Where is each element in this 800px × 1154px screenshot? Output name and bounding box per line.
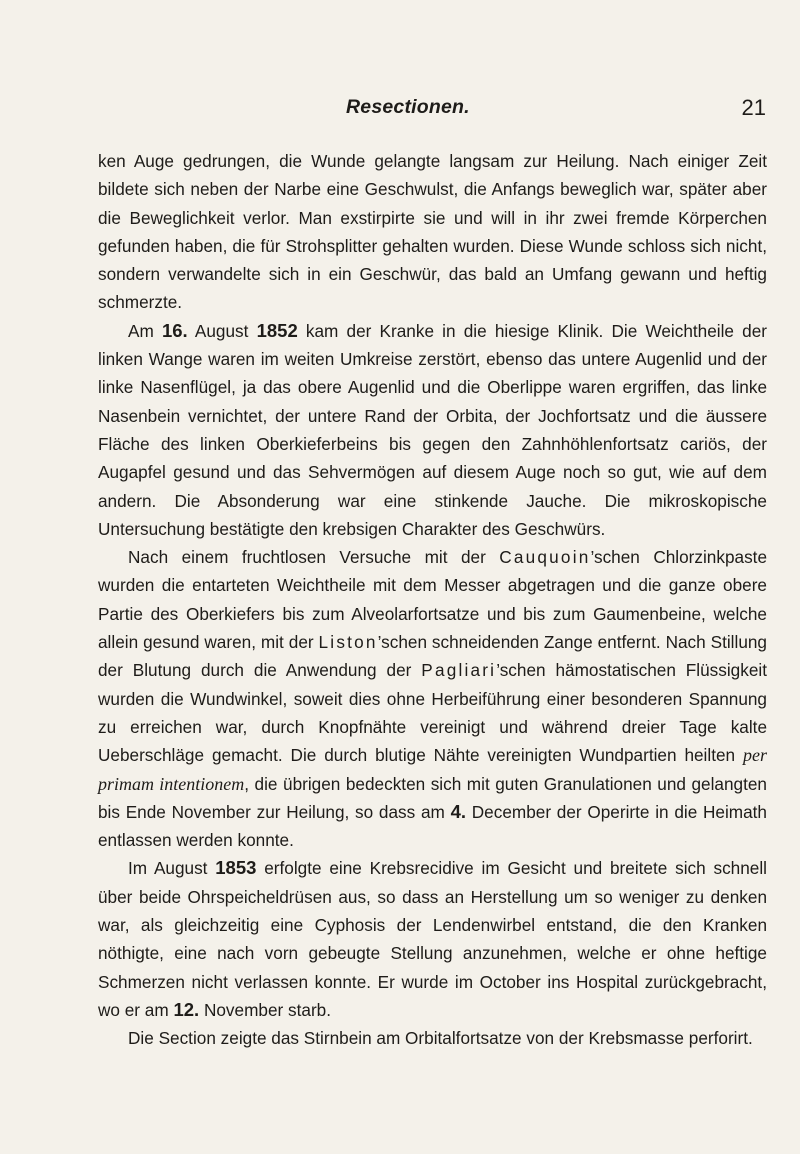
text-run: ken Auge gedrungen, die Wunde gelangte langsam zur Heilung. Nach einiger Zeit bildete sich neben der Narbe eine Geschwulst, die Anfangs beweglich war, später aber die Beweglichkeit verlor. Man exstirpirte sie und will in ihr zwei fremde Körperchen gefunden haben, die für Strohsplitter gehalten wurden. Diese Wunde schloss sich nicht, sondern verwandelte sich in ein Geschwür, das bald an Umfang gewann und heftig schmerzte. (98, 151, 767, 313)
date-number: 1853 (215, 857, 257, 879)
text-run: , die übrigen bedeckten sich mit guten Granulationen und gelangten bis Ende November zur Heilung, so dass am (98, 773, 767, 822)
author-name: Liston (318, 632, 378, 653)
date-number: 4. (450, 800, 467, 822)
text-run: Nach einem fruchtlosen Versuche mit der (128, 547, 500, 568)
text-run: August (187, 320, 257, 341)
body-text (98, 147, 767, 1053)
date-number: 1852 (256, 319, 298, 341)
text-run: erfolgte eine Krebsrecidive im Gesicht und breitete sich schnell über beide Ohrspeicheldrüsen aus, so dass an Herstellung um so weniger zu denken war, als gleichzeitig eine Cyphosis der Lendenwirbel entstand, die den Kranken nöthigte, eine nach vorn gebeugte Stellung anzunehmen, welche er ohne heftige Schmerzen nicht verlassen konnte. Er wurde im October ins Hospital zurückgebracht, wo er am (98, 858, 767, 1020)
text-run: Im August (128, 858, 216, 879)
text-run: kam der Kranke in die hiesige Klinik. Die Weichtheile der linken Wange waren im weiten Umkreise zerstört, ebenso das untere Augenlid und der linke Nasenflügel, ja das obere Augenlid und die Oberlippe waren ergriffen, das linke Nasenbein vernichtet, der untere Rand der Orbita, der Jochfortsatz und die äussere Fläche des linken Oberkieferbeins bis gegen den Zahnhöhlenfortsatz cariös, der Augapfel gesund und das Sehvermögen auf diesem Auge noch so gut, wie auf dem andern. Die Absonderung war eine stinkende Jauche. Die mikroskopische Untersuchung bestätigte den krebsigen Charakter des Geschwürs. (98, 320, 767, 539)
latin-phrase: per primam intentionem (98, 745, 767, 794)
text-run: Die Section zeigte das Stirnbein am Orbitalfortsatze von der Krebsmasse perforirt. (128, 1028, 753, 1049)
text-run: Am (128, 320, 162, 341)
paragraph (98, 1024, 767, 1052)
text-run: December der Operirte in die Heimath entlassen werden konnte. (98, 801, 767, 851)
page-number: 21 (741, 95, 766, 120)
author-name: Pagliari (421, 660, 497, 681)
page-header (0, 96, 766, 128)
text-run: ’schen schneidenden Zange entfernt. Nach Stillung der Blutung durch die Anwendung der (98, 632, 767, 681)
paragraph (98, 147, 767, 317)
text-run: ’schen hämostatischen Flüssigkeit wurden die Wundwinkel, soweit dies ohne Herbeiführung einer besonderen Spannung zu erreichen war, durch Knopfnähte vereinigt und während dreier Tage kalte Ueberschläge gemacht. Die durch blutige Nähte vereinigten Wundpartien heilten (98, 660, 767, 766)
date-number: 12. (173, 998, 200, 1020)
paragraph (98, 854, 767, 1024)
running-title: Resectionen. (346, 96, 470, 118)
paragraph (98, 543, 767, 854)
text-run: November starb. (199, 999, 332, 1020)
paragraph (98, 317, 767, 543)
author-name: Cauquoin (499, 547, 591, 568)
text-run: ’schen Chlorzinkpaste wurden die entarteten Weichtheile mit dem Messer abgetragen und die ganze obere Partie des Oberkiefers bis zum Alveolarfortsatze und bis zum Gaumenbeine, welche allein gesund waren, mit der (98, 547, 767, 653)
date-number: 16. (161, 319, 188, 341)
